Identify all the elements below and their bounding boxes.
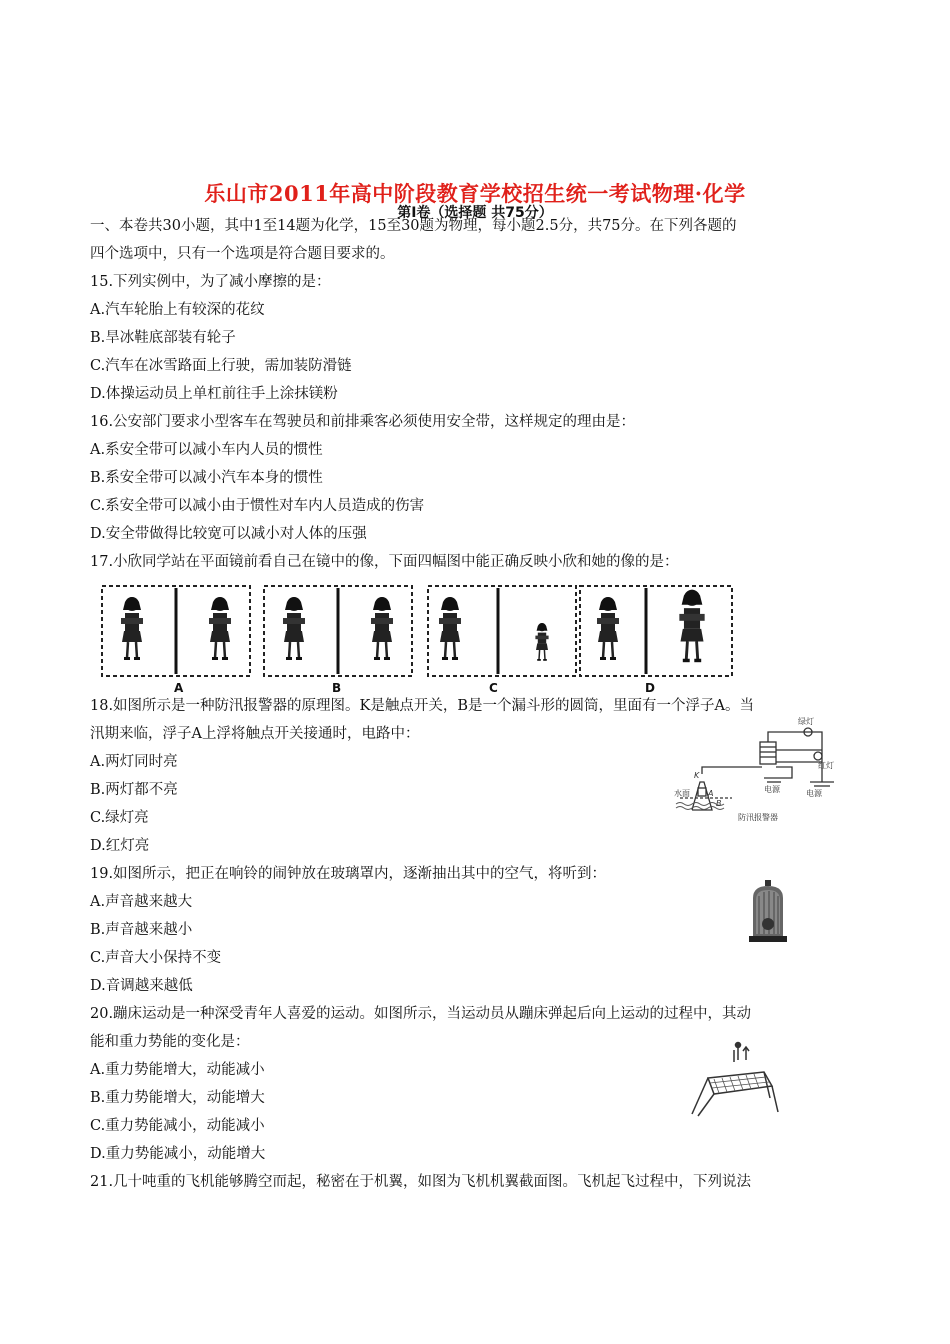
label-red-lamp: 红灯	[818, 761, 834, 770]
question-18-option-a: A.两灯同时亮	[90, 754, 178, 770]
bell-jar-figure	[745, 878, 791, 944]
question-20-option-d: D.重力势能减小，动能增大	[90, 1146, 266, 1162]
question-20-option-c: C.重力势能减小，动能减小	[90, 1118, 265, 1134]
label-power-right: 电源	[806, 789, 822, 798]
question-20-stem-line-1: 20.蹦床运动是一种深受青年人喜爱的运动。如图所示，当运动员从蹦床弹起后向上运动的过程中，其动	[90, 1006, 752, 1022]
question-18-option-c: C.绿灯亮	[90, 810, 149, 826]
question-16-option-c: C.系安全带可以减小由于惯性对车内人员造成的伤害	[90, 498, 425, 514]
figure-label-d: D	[645, 681, 655, 695]
question-19-stem: 19.如图所示，把正在响铃的闹钟放在玻璃罩内，逐渐抽出其中的空气，将听到：	[90, 866, 607, 882]
section-subtitle: 第Ⅰ卷（选择题 共75分）	[397, 205, 553, 221]
figure-label-b: B	[332, 681, 342, 695]
question-17-stem: 17.小欣同学站在平面镜前看自己在镜中的像，下面四幅图中能正确反映小欣和她的像的是：	[90, 554, 679, 570]
label-caption: 防汛报警器	[738, 813, 778, 822]
question-18-stem-line-1: 18.如图所示是一种防汛报警器的原理图。K是触点开关，B是一个漏斗形的圆筒，里面有一个浮子A。当	[90, 698, 755, 714]
question-20-option-a: A.重力势能增大，动能减小	[90, 1062, 265, 1078]
instructions-line-2: 四个选项中，只有一个选项是符合题目要求的。	[90, 246, 395, 262]
instructions-line-1: 一、本卷共30小题，其中1至14题为化学，15至30题为物理，每小题2.5分，共75分。在下列各题的	[90, 218, 737, 234]
label-funnel-b: B	[716, 799, 722, 808]
question-15-option-b: B.旱冰鞋底部装有轮子	[90, 330, 236, 346]
question-16-option-d: D.安全带做得比较宽可以减小对人体的压强	[90, 526, 367, 542]
question-20-stem-line-2: 能和重力势能的变化是：	[90, 1034, 250, 1050]
label-power-left: 电源	[764, 785, 780, 794]
question-18-option-d: D.红灯亮	[90, 838, 150, 854]
question-19-option-c: C.声音大小保持不变	[90, 950, 222, 966]
question-15-option-d: D.体操运动员上单杠前往手上涂抹镁粉	[90, 386, 338, 402]
question-20-option-b: B.重力势能增大，动能增大	[90, 1090, 265, 1106]
question-16-option-b: B.系安全带可以减小汽车本身的惯性	[90, 470, 323, 486]
mirror-figure	[98, 582, 738, 697]
panel-b	[264, 586, 412, 676]
panel-a	[102, 586, 250, 676]
question-21-stem: 21.几十吨重的飞机能够腾空而起，秘密在于机翼，如图为飞机机翼截面图。飞机起飞过程中，下列说法	[90, 1174, 752, 1190]
exam-title: 乐山市2011年高中阶段教育学校招生统一考试物理·化学	[204, 181, 746, 206]
panel-d	[580, 586, 732, 676]
question-19-option-a: A.声音越来越大	[90, 894, 193, 910]
label-green-lamp: 绿灯	[798, 717, 814, 726]
label-water-surface: 水面	[674, 789, 690, 798]
question-18-stem-line-2: 汛期来临，浮子A上浮将触点开关接通时，电路中：	[90, 726, 420, 742]
flood-alarm-figure	[672, 712, 842, 824]
label-float-a: A	[708, 789, 714, 798]
question-19-option-d: D.音调越来越低	[90, 978, 193, 994]
question-15-option-a: A.汽车轮胎上有较深的花纹	[90, 302, 265, 318]
figure-label-c: C	[489, 681, 498, 695]
figure-label-a: A	[174, 681, 184, 695]
question-16-stem: 16.公安部门要求小型客车在驾驶员和前排乘客必须使用安全带，这样规定的理由是：	[90, 414, 636, 430]
question-16-option-a: A.系安全带可以减小车内人员的惯性	[90, 442, 323, 458]
question-18-option-b: B.两灯都不亮	[90, 782, 178, 798]
question-15-stem: 15.下列实例中，为了减小摩擦的是：	[90, 274, 331, 290]
question-19-option-b: B.声音越来越小	[90, 922, 193, 938]
panel-c	[428, 586, 576, 676]
trampoline-figure	[686, 1036, 786, 1122]
label-k: K	[694, 771, 700, 780]
question-15-option-c: C.汽车在冰雪路面上行驶，需加装防滑链	[90, 358, 352, 374]
